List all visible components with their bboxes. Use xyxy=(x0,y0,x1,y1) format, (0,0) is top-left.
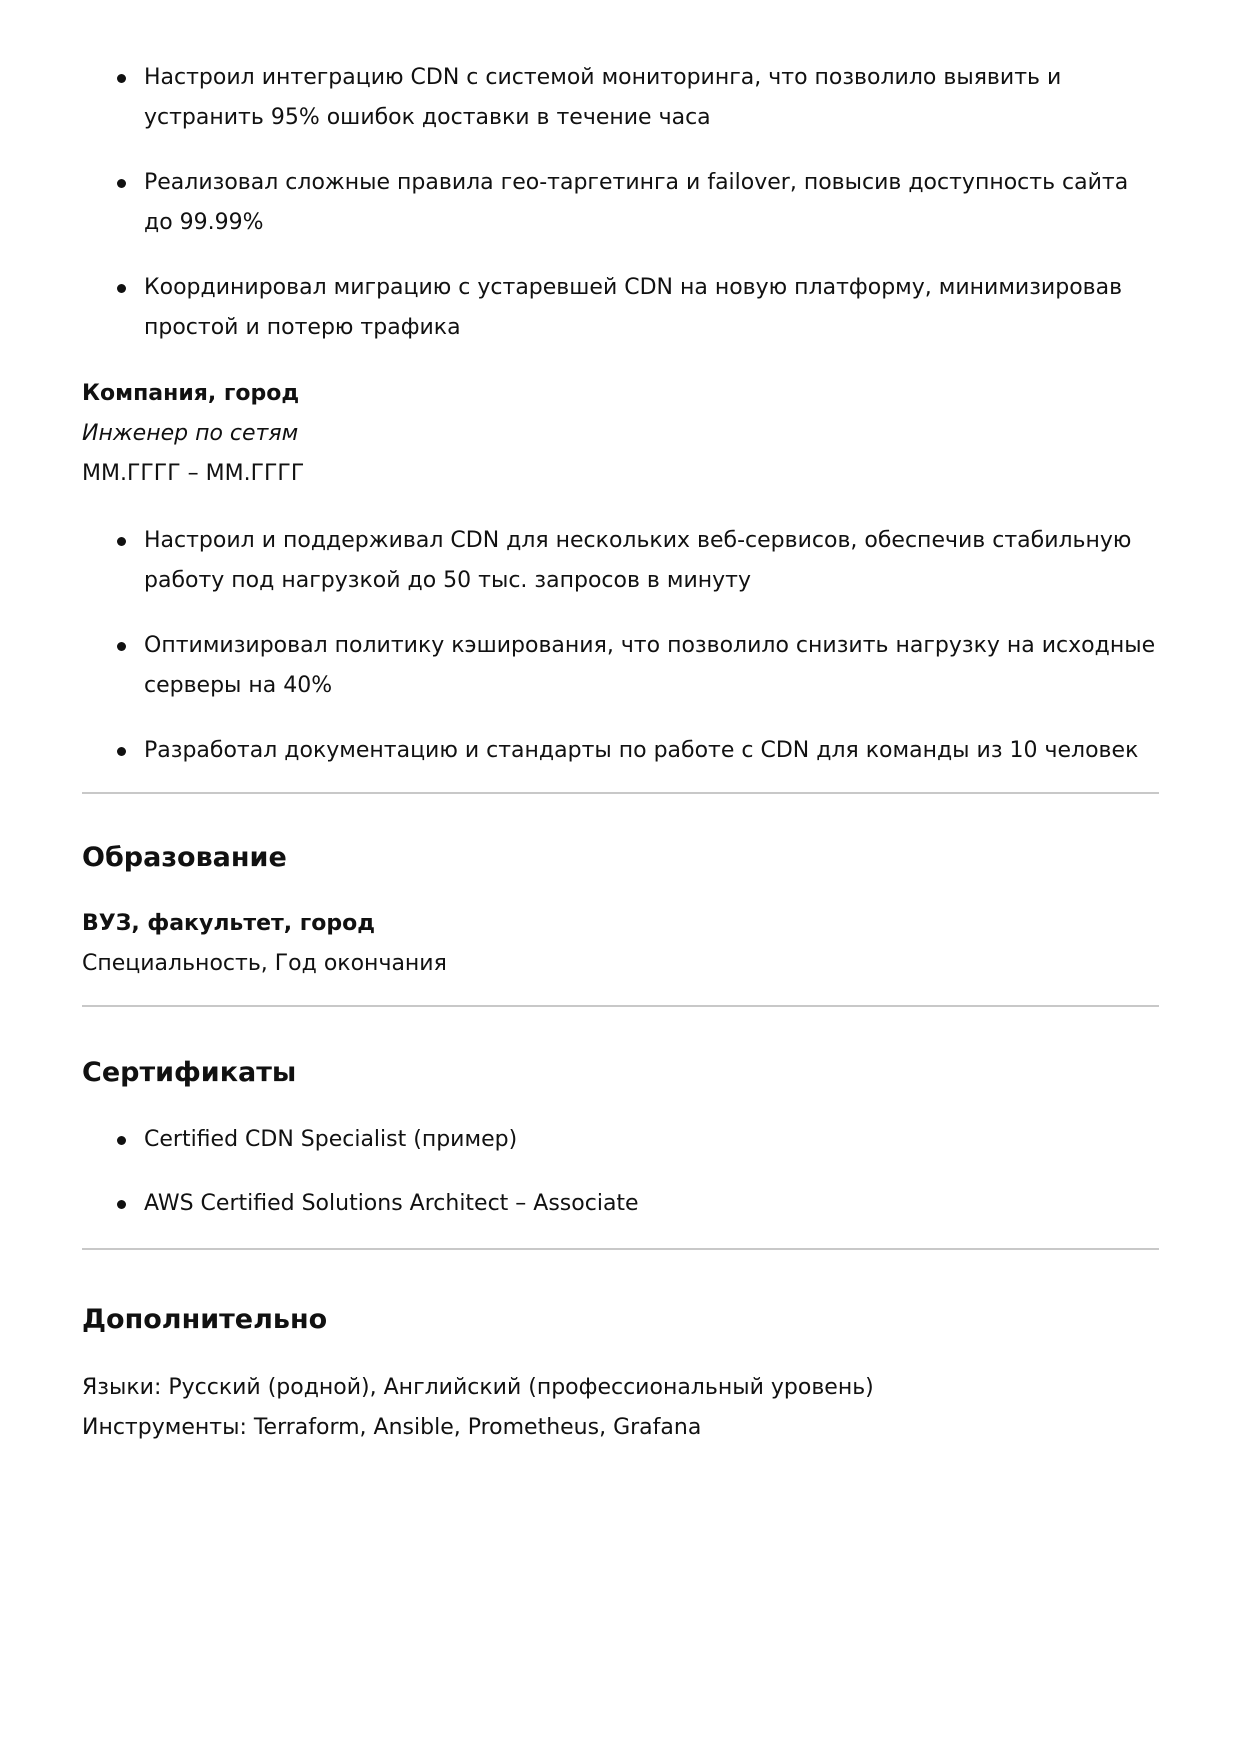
education-heading: Образование xyxy=(82,842,287,873)
tools-line: Инструменты: Terraform, Ansible, Prometheus, Grafana xyxy=(82,1415,702,1440)
languages-line: Языки: Русский (родной), Английский (профессиональный уровень) xyxy=(82,1375,874,1400)
previous-job-achievements xyxy=(82,58,1159,348)
list-item: Координировал миграцию с устаревшей CDN на новую платформу, минимизировав простой и потерю трафика xyxy=(144,268,1159,348)
list-item: AWS Certified Solutions Architect – Associate xyxy=(144,1184,1159,1224)
bullet-icon xyxy=(117,179,126,188)
list-item: Настроил и поддерживал CDN для нескольких веб-сервисов, обеспечив стабильную работу под нагрузкой до 50 тыс. запросов в минуту xyxy=(144,521,1159,601)
certificates-list xyxy=(82,1120,1159,1224)
job-position: Инженер по сетям xyxy=(82,421,299,446)
additional-section xyxy=(82,1250,1159,1448)
bullet-icon xyxy=(117,284,126,293)
job-company: Компания, город xyxy=(82,381,300,406)
resume-content xyxy=(82,58,1159,1448)
list-item: Разработал документацию и стандарты по работе с CDN для команды из 10 человек xyxy=(144,731,1159,771)
bullet-icon xyxy=(117,1200,126,1209)
job-achievements xyxy=(82,521,1159,771)
job-period: ММ.ГГГГ – ММ.ГГГГ xyxy=(82,461,305,486)
bullet-icon xyxy=(117,1136,126,1145)
bullet-icon xyxy=(117,74,126,83)
education-institution: ВУЗ, факультет, город xyxy=(82,911,376,936)
additional-heading: Дополнительно xyxy=(82,1304,328,1335)
list-item: Оптимизировал политику кэширования, что позволило снизить нагрузку на исходные серверы на 40% xyxy=(144,626,1159,706)
bullet-icon xyxy=(117,537,126,546)
education-details: Специальность, Год окончания xyxy=(82,951,447,976)
bullet-icon xyxy=(117,747,126,756)
job-header xyxy=(82,374,1159,494)
bullet-icon xyxy=(117,642,126,651)
certificates-heading: Сертификаты xyxy=(82,1057,297,1088)
certificates-section xyxy=(82,1007,1159,1224)
list-item: Настроил интеграцию CDN с системой мониторинга, что позволило выявить и устранить 95% ошибок доставки в течение часа xyxy=(144,58,1159,138)
list-item: Certified CDN Specialist (пример) xyxy=(144,1120,1159,1160)
education-section xyxy=(82,794,1159,984)
list-item: Реализовал сложные правила гео-таргетинга и failover, повысив доступность сайта до 99.99% xyxy=(144,163,1159,243)
